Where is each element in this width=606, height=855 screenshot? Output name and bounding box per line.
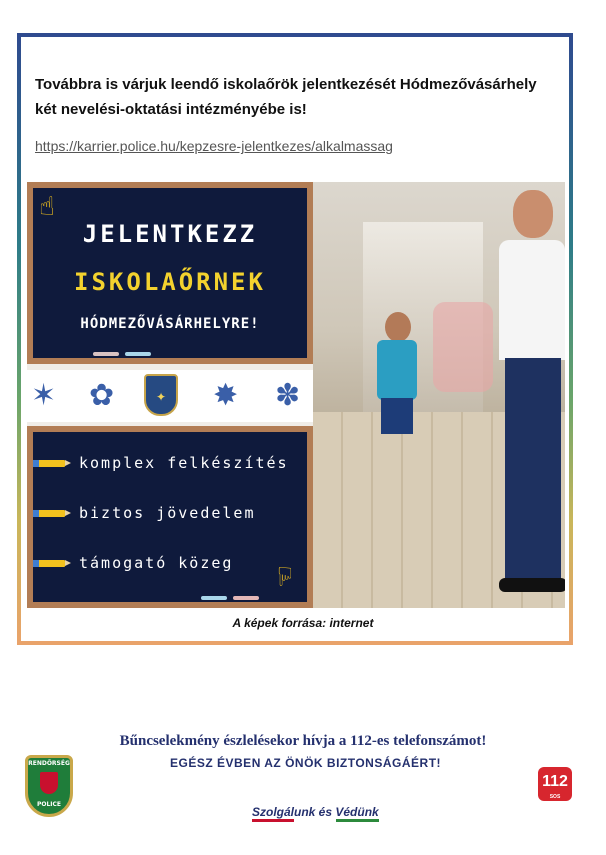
poster-title-2: ISKOLAŐRNEK xyxy=(74,268,266,296)
child-drawing-icon: ✶ xyxy=(31,378,57,413)
pencil-icon xyxy=(37,560,65,567)
chalkboard-top xyxy=(27,182,313,364)
chalk-piece xyxy=(201,596,227,600)
police-officer xyxy=(513,190,553,238)
intro-line-2: két nevelési-oktatási intézményébe is! xyxy=(35,101,307,118)
career-link[interactable]: https://karrier.police.hu/kepzesre-jelentkezes/alkalmassag xyxy=(35,138,393,154)
serve-and-protect-logo: Szolgálunk és Védünk xyxy=(252,805,379,819)
image-source-caption: A képek forrása: internet xyxy=(232,616,374,630)
emergency-112-icon: 112 SOS xyxy=(538,767,572,801)
child-drawing-icon: ✿ xyxy=(89,378,115,413)
chalk-piece xyxy=(93,352,119,356)
child-drawing-icon: ✽ xyxy=(275,378,301,413)
police-logo-icon: RENDŐRSÉG POLICE xyxy=(25,755,73,817)
school-guard-badge-icon: ✦ xyxy=(144,374,178,416)
intro-line-1: Továbbra is várjuk leendő iskolaőrök jelentkezését Hódmezővásárhely xyxy=(35,76,537,93)
benefit-item: támogató közeg xyxy=(37,554,233,572)
illustration-strip xyxy=(27,370,313,422)
chalk-piece xyxy=(125,352,151,356)
poster-title-3: HÓDMEZŐVÁSÁRHELYRE! xyxy=(80,316,260,332)
emergency-call-text: Bűncselekmény észlelésekor hívja a 112-es telefonszámot! xyxy=(119,733,487,749)
chalk-piece xyxy=(233,596,259,600)
children-background xyxy=(433,302,493,392)
intro-text xyxy=(35,72,570,122)
benefit-item: biztos jövedelem xyxy=(37,504,256,522)
recruitment-poster xyxy=(27,182,565,608)
police-officer-pants xyxy=(505,358,561,578)
police-officer-shirt xyxy=(499,240,565,360)
running-boy-shirt xyxy=(377,340,417,400)
safety-slogan: EGÉSZ ÉVBEN AZ ÖNÖK BIZTONSÁGÁÉRT! xyxy=(170,756,442,770)
poster-title-1: JELENTKEZZ xyxy=(82,220,258,248)
child-drawing-icon: ✸ xyxy=(213,378,239,413)
pointing-hand-down-icon: ☝ xyxy=(277,560,293,590)
pencil-icon xyxy=(37,460,65,467)
chalkboard-bottom xyxy=(27,426,313,608)
benefit-item: komplex felkészítés xyxy=(37,454,289,472)
running-boy-shorts xyxy=(381,398,413,434)
pointing-hand-icon: ☝ xyxy=(39,192,55,222)
police-officer-shoes xyxy=(499,578,565,592)
running-boy xyxy=(385,312,411,342)
school-corridor-photo xyxy=(313,182,565,608)
pencil-icon xyxy=(37,510,65,517)
